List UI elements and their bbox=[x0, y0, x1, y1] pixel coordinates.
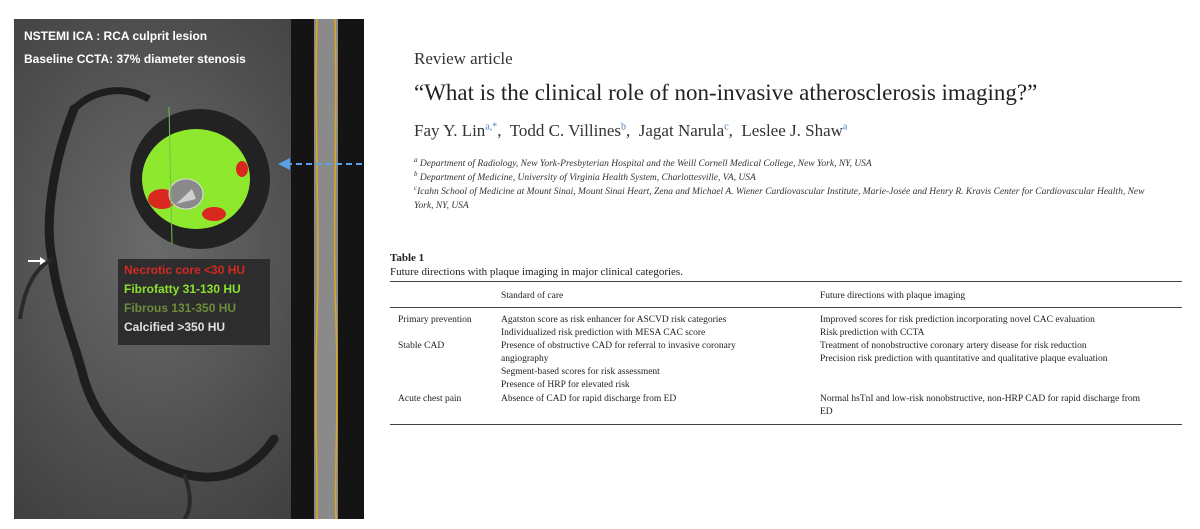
affiliation-text: Department of Radiology, New York-Presbyterian Hospital and the Weill Cornell Medical College, New York, NY, USA bbox=[419, 159, 872, 170]
table-row-future: Treatment of nonobstructive coronary artery disease for risk reduction Precision risk prediction with quantitative and qualitative plaque evaluation bbox=[820, 341, 1108, 364]
table-header-future: Future directions with plaque imaging bbox=[820, 291, 966, 301]
affiliation-sup: a bbox=[414, 156, 418, 164]
legend-necrotic-core: Necrotic core <30 HU bbox=[124, 263, 246, 277]
article-panel bbox=[390, 0, 1190, 529]
table-row-standard: Absence of CAD for rapid discharge from ED bbox=[501, 394, 677, 404]
plaque-legend bbox=[118, 259, 270, 345]
table-row-category: Primary prevention bbox=[398, 315, 472, 325]
table-caption: Future directions with plaque imaging in major clinical categories. bbox=[390, 266, 683, 278]
legend-fibrofatty: Fibrofatty 31-130 HU bbox=[124, 282, 241, 296]
table-top-rule bbox=[390, 281, 1182, 282]
affiliation-text: Department of Medicine, University of Virginia Health System, Charlottesville, VA, USA bbox=[419, 173, 756, 184]
table-row-category: Acute chest pain bbox=[398, 394, 462, 404]
author-name: Leslee J. Shaw bbox=[741, 121, 843, 140]
author-sup: c bbox=[724, 121, 729, 133]
legend-fibrous: Fibrous 131-350 HU bbox=[124, 301, 237, 315]
table-header-rule bbox=[390, 307, 1182, 308]
affiliation-sup: b bbox=[414, 170, 418, 178]
table-row-standard: Agatston score as risk enhancer for ASCVD risk categories Individualized risk prediction with MESA CAC score bbox=[501, 315, 727, 338]
article-title: “What is the clinical role of non-invasive atherosclerosis imaging?” bbox=[414, 80, 1038, 105]
author-sup: b bbox=[621, 121, 627, 133]
table-row-category: Stable CAD bbox=[398, 341, 445, 351]
author-name: Fay Y. Lin bbox=[414, 121, 486, 140]
table-label: Table 1 bbox=[390, 252, 425, 264]
table-row-future: Normal hsTnI and low-risk nonobstructive, non-HRP CAD for rapid discharge from ED bbox=[820, 394, 1141, 417]
author-list: Fay Y. Lin$^{a,*}$, Todd C. Villines$^b$, Jagat Narula$^c$, Leslee J. Shaw$^a$ bbox=[414, 121, 848, 140]
affiliation-c bbox=[414, 181, 1154, 213]
table-row-standard: Presence of obstructive CAD for referral to invasive coronary angiography Segment-based scores for risk assessment Presence of HRP for elevated risk bbox=[501, 341, 736, 390]
figure-caption-line1: NSTEMI ICA : RCA culprit lesion bbox=[24, 29, 208, 43]
table-row-future: Improved scores for risk prediction incorporating novel CAC evaluation Risk prediction with CCTA bbox=[820, 315, 1095, 338]
legend-calcified: Calcified >350 HU bbox=[124, 320, 226, 334]
table-header-standard: Standard of care bbox=[501, 291, 564, 301]
author-name: Todd C. Villines bbox=[509, 121, 622, 140]
table-bottom-rule bbox=[390, 424, 1182, 425]
author-sup: a bbox=[842, 121, 848, 133]
figure-caption-line2: Baseline CCTA: 37% diameter stenosis bbox=[24, 52, 246, 66]
affiliation-sup: c bbox=[414, 184, 418, 192]
affiliation-text: Icahn School of Medicine at Mount Sinai, Mount Sinai Heart, Zena and Michael A. Wiener Cardiovascular Institute, Marie-Josée and Henry R. Kravis Center for Cardiovascular Health, New York, NY, USA bbox=[414, 187, 1145, 212]
author-name: Jagat Narula bbox=[638, 121, 725, 140]
article-type: Review article bbox=[414, 49, 513, 68]
angiography-figure bbox=[14, 19, 364, 519]
author-sup: a,* bbox=[485, 121, 498, 133]
